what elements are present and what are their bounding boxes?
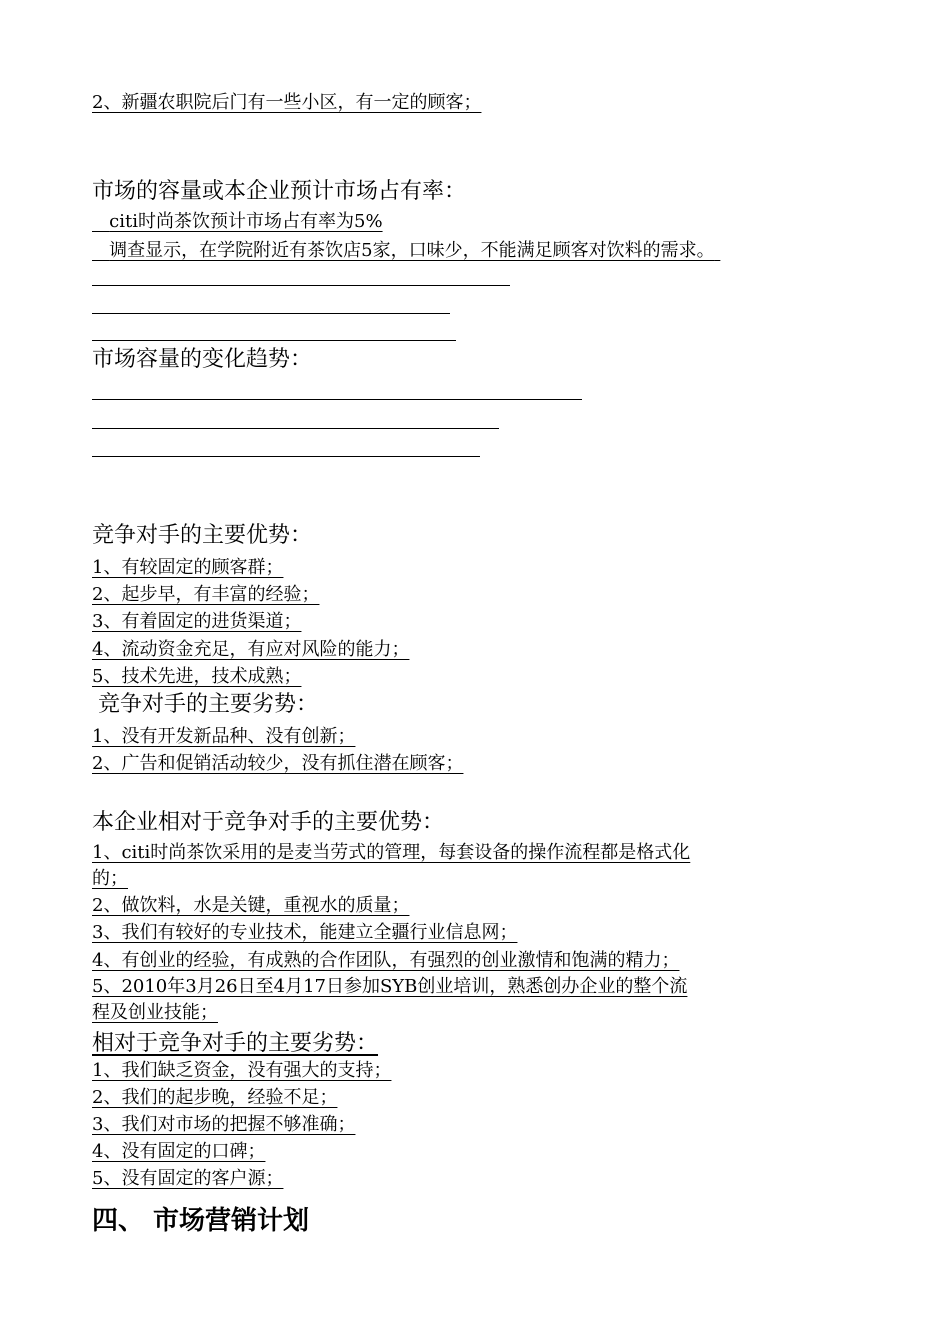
our-weaknesses-heading-text: 相对于竞争对手的主要劣势： [92, 1031, 379, 1056]
list-item [92, 611, 631, 633]
list-item [92, 1087, 707, 1109]
list-item: 1、citi时尚茶饮采用的是麦当劳式的管理，每套设备的操作流程都是格式化 [92, 842, 691, 863]
capacity-line-2-text: 调查显示，在学院附近有茶饮店5家，口味少，不能满足顾客对饮料的需求。 [109, 240, 715, 261]
list-item [92, 666, 661, 688]
list-item [92, 1168, 291, 1190]
list-item [92, 1002, 280, 1024]
list-item [92, 1114, 705, 1136]
list-item-text: 3、我们对市场的把握不够准确； [92, 1114, 356, 1135]
blank-line [92, 456, 480, 457]
list-item-text: 5、技术先进，技术成熟； [92, 666, 302, 687]
list-item [92, 950, 687, 972]
list-item-text: 4、没有固定的口碑； [92, 1141, 266, 1162]
list-item-text: 3、我们有较好的专业技术，能建立全疆行业信息网； [92, 922, 518, 943]
competitor-weaknesses-heading: 竞争对手的主要劣势： [98, 692, 319, 717]
list-item [92, 868, 134, 890]
capacity-heading: 市场的容量或本企业预计市场占有率： [92, 179, 467, 204]
list-item [92, 753, 471, 775]
list-item [92, 922, 525, 944]
intro-line: 2、新疆农职院后门有一些小区，有一定的顾客； [92, 92, 482, 113]
list-item-text: 2、我们的起步晚，经验不足； [92, 1087, 338, 1108]
capacity-line-1 [92, 211, 383, 233]
list-item [92, 639, 419, 661]
our-weaknesses-heading [92, 1030, 388, 1058]
list-item-text: 的； [92, 868, 128, 889]
blank-line [92, 428, 499, 429]
list-item-text: 4、流动资金充足，有应对风险的能力； [92, 639, 410, 660]
capacity-line-1-text: citi时尚茶饮预计市场占有率为5% [109, 211, 383, 232]
list-item-text: 2、广告和促销活动较少，没有抓住潜在顾客； [92, 753, 464, 774]
list-item-text: 3、有着固定的进货渠道； [92, 611, 302, 632]
list-item [92, 1141, 699, 1163]
blank-line [92, 399, 582, 400]
list-item-text: 5、没有固定的客户源； [92, 1168, 284, 1189]
list-item [92, 726, 365, 748]
blank-line [92, 285, 510, 286]
our-strengths-heading: 本企业相对于竞争对手的主要优势： [92, 810, 445, 835]
section-title: 四、 市场营销计划 [92, 1206, 310, 1236]
list-item-text: 程及创业技能； [92, 1002, 218, 1023]
blank-line [92, 340, 456, 341]
list-item [92, 584, 669, 606]
list-item [92, 557, 317, 579]
list-item-text: 1、我们缺乏资金，没有强大的支持； [92, 1060, 392, 1081]
list-item-text: 2、起步早，有丰富的经验； [92, 584, 320, 605]
list-item: 5、2010年3月26日至4月17日参加SYB创业培训，熟悉创办企业的整个流 [92, 976, 688, 997]
list-item-text: 4、有创业的经验，有成熟的合作团队，有强烈的创业激情和饱满的精力； [92, 950, 680, 971]
blank-line [92, 313, 450, 314]
list-item-text: 1、没有开发新品种、没有创新； [92, 726, 356, 747]
list-item-text: 2、做饮料，水是关键，重视水的质量； [92, 895, 410, 916]
capacity-line-2 [92, 240, 720, 262]
list-item [92, 1060, 399, 1082]
competitor-strengths-heading: 竞争对手的主要优势： [92, 523, 313, 548]
list-item [92, 895, 419, 917]
trend-heading: 市场容量的变化趋势： [92, 347, 313, 372]
list-item-text: 1、有较固定的顾客群； [92, 557, 284, 578]
